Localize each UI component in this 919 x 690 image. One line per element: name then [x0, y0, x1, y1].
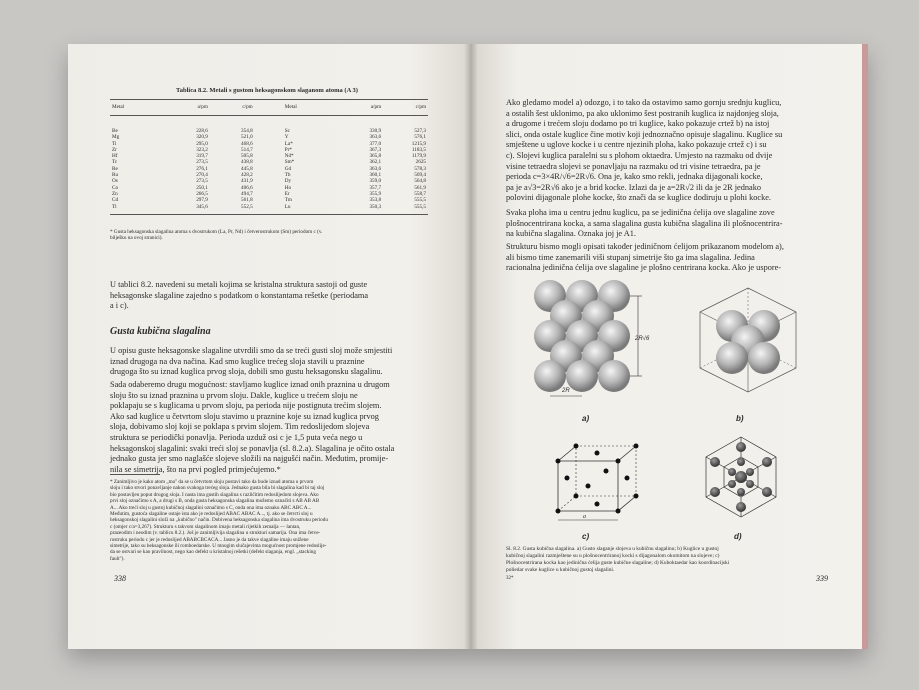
text-line: drugoga što su iznad kuglica prvog sloja, dobili smo gustu heksagonsku slagalinu. [110, 367, 383, 377]
table-cell: 555,5 [414, 203, 426, 210]
caption-line: Sl. 8.2. Gusta kubična slagalina. a) Gusto slaganje slojeva u kubičnu slagalinu; b) Kuglice u gustoj [506, 546, 719, 552]
text-line: c). Slojevi kuglica paralelni su s plohom oktaedra. Umjesto na razmaku od dvije [506, 150, 773, 160]
paragraph [110, 380, 428, 475]
table-cell: 350,3 [369, 203, 382, 210]
footnote-line: Međutim, gustoća slagaline ostaje ista ako je redoslijed ABAC ABAC A..., tj. ako se četvrti sloj u [110, 511, 313, 518]
table-cell: Ru [112, 172, 119, 179]
table-cell: 558,7 [414, 190, 426, 197]
footnote-line: * Zanimljivo je kako atom „ma" da se u četvrtom sloju postavi tako da bude iznad atoma u prvom [110, 479, 314, 485]
text-line: sloju što su iznad praznina u prvom sloju. Dakle, kuglice u trećem sloju ne [110, 390, 358, 400]
dimension-label: 2R√6 [635, 336, 650, 342]
text-line: na kubična slagalina. Oznaka joj je A1. [506, 229, 636, 239]
text-line: a i c). [110, 301, 129, 311]
page-number: 338 [114, 574, 126, 583]
table-cell: 363,6 [369, 134, 382, 141]
table-cell: 428,2 [241, 172, 253, 179]
table-cell: Re [112, 165, 118, 172]
text-line: a ostalih šest uklonimo, pa ako uklonimo šest postranih kuglica iz najdonjeg sloja, [506, 108, 779, 118]
text-line: Strukturu bismo mogli opisati također jediničnom ćelijom prikazanom modelom a), [506, 242, 784, 251]
table-cell: 438,8 [241, 159, 253, 166]
footnote-line: * Gusta heksagonska slagalina atoma s dvostrukom (La, Pr, Nd) i četverostrukom (Sm) periodom c (v. [110, 229, 323, 235]
text-line: poklapaju se s kuglicama u prvom sloju, pa perioda nije postignuta trećim slojem. [110, 401, 382, 411]
figure-a-stacked-layers [530, 276, 650, 406]
table-cell: Sc [284, 128, 290, 134]
table-cell: 445,8 [241, 165, 253, 172]
text-line: smještene u uglove kocke i u centre njezinih ploha, kako pokazuje crtež c) i su [506, 140, 767, 150]
table-cell: 576,1 [414, 134, 426, 141]
table-cell: 552,5 [241, 203, 253, 210]
footnote-line: heksagonskoj slagalini složi na „kubično" način. Dobivena heksagonska slagalina ima dvostruku periodu [110, 517, 328, 524]
table-cell: Be [112, 128, 118, 134]
table-cell: Os [112, 178, 118, 185]
table-cell: 527,3 [414, 128, 426, 134]
table-cell: 320,9 [196, 134, 208, 141]
table-cell: 363,6 [369, 165, 382, 172]
table-caption: Tablica 8.2. Metali s gustom heksagonskom slaganom atoma (A 3) [176, 87, 358, 94]
table-cell: Mg [112, 134, 120, 141]
table-cell: 578,3 [414, 165, 426, 172]
text-line: iznad drugoga na dva načina. Kad smo kuglice trećeg sloja stavili u praznine [110, 356, 365, 366]
table-cell: 569,4 [414, 172, 426, 179]
footnote-line: rostruku periodu c jer je redoslijed ABABCBCACA... Jasno je da takve slagaline imaju snižene [110, 536, 309, 543]
table-cell: 345,6 [196, 203, 208, 210]
signature-mark: 32* [506, 576, 514, 581]
table-bottom-rule [110, 214, 428, 215]
table-cell: 330,9 [369, 128, 382, 134]
table-cell: Gd [284, 165, 292, 172]
col-header: c/pm [242, 104, 253, 110]
intro-paragraph [110, 280, 428, 312]
col-header: a/pm [370, 104, 382, 110]
col-header: Metal [112, 104, 125, 110]
table-cell: 355,9 [369, 190, 382, 197]
footnote-line: prazeodim i neodim (v. tablicu 8.2.). Još je zanimljivija slagalina u strukturi samarija. Ona ima četve- [110, 530, 321, 537]
text-line: Ako gledamo model a) odozgo, i to tako da ostavimo samo gornju srednju kuglicu, [506, 98, 782, 107]
text-line: perioda c=3×4R/√6=2R√6. Ona je, kako smo rekli, jednaka dijagonali kocke, [506, 172, 763, 182]
table-cell: Nd* [284, 153, 294, 160]
table-cell: 494,7 [241, 190, 253, 197]
table-header [110, 104, 428, 110]
table-cell: Hf [112, 153, 118, 160]
text-line: pa je a√3=2R√6 ako je a brid kocke. Izlazi da je a=2R√2 ili da je 2R jednako [506, 182, 762, 192]
sphere-stack [534, 280, 630, 392]
caption-line: poliedar svake kuglice u kubičnoj gustoj slagalini. [506, 567, 615, 573]
figure-label-b: b) [736, 414, 744, 423]
footnote-line: prvi sloj označimo s A, a drugi s B, onda gusta heksagonska slagalina možemo označiti s AB AB AB [110, 498, 320, 505]
table-cell: La* [284, 140, 293, 147]
table-cell: 365,8 [369, 153, 382, 160]
table-cell: 323,2 [196, 146, 208, 153]
figure-label-d: d) [734, 532, 742, 541]
col-header: c/pm [415, 104, 426, 110]
text-line: Sada odaberemo drugu mogućnost: stavljamo kuglice iznad onih praznina u drugom [110, 380, 390, 389]
table-cell: Co [112, 184, 119, 191]
text-line: polovini dijagonale plohe kocke, što znači da se kuglice dodiruju u plohi kocke. [506, 193, 771, 203]
table-cell: 431,9 [241, 178, 253, 185]
table-header-rule [110, 115, 428, 116]
table-cell: 297,9 [196, 197, 208, 204]
text-line: Ako sad kuglice u četvrtom sloju stavimo u praznine koje su iznad kuglica prvog [110, 411, 379, 421]
footnote-line: c (omjer c/a=3,267). Strukturu s takvom slagalinom imaju metali rijetkih zemalja — lantan, [110, 523, 301, 530]
table-cell: Ho [284, 184, 292, 191]
table-cell: 319,7 [196, 153, 208, 160]
table-cell: 468,6 [241, 140, 253, 147]
open-book [68, 44, 868, 649]
table-cell: Ti [112, 140, 117, 147]
table-cell: 295,0 [196, 140, 208, 147]
left-page [68, 44, 470, 649]
table-footnote [110, 229, 428, 242]
text-line: U tablici 8.2. navedeni su metali kojima se kristalna struktura sastoji od guste [110, 280, 368, 289]
figure-label-a: a) [582, 414, 590, 423]
col-header: a/pm [197, 104, 208, 110]
table-cell: Tb [284, 172, 291, 179]
dimension-label: 2R [562, 388, 570, 394]
table-cell: 250,1 [196, 184, 208, 191]
table-cell: Lu [284, 203, 291, 210]
figure-caption [506, 546, 832, 574]
caption-line: kubičnoj slagalini razmještene su u plošnocentriranoj kocki s dijagonalom okomitom na slojeve; c) [506, 553, 720, 559]
text-line: heksagonske slagaline zajedno s podatkom o konstantama rešetke (periodama [110, 290, 369, 300]
paragraph [110, 346, 428, 378]
text-line: visine tetraedra slojevi se ponavljaju na razmaku od tri visine tetraedra, pa je [506, 161, 761, 171]
table-cell: Zn [112, 190, 118, 197]
table-cell: 270,4 [196, 172, 208, 179]
footnote-line: simetrije, tako su heksagonske ili romboedarske. U mnogim slučajevima mogućnost promjene redoslije- [110, 543, 327, 550]
footnote-rule [110, 474, 160, 475]
table-cell: 505,8 [241, 153, 253, 160]
figure-b-fcc-cube [688, 280, 808, 400]
figure-label-c: c) [582, 532, 590, 541]
text-line: Svaka ploha ima u centru jednu kuglicu, pa se jedinična ćelija ove slagaline zove [506, 208, 775, 217]
text-line: heksagonskoj slagalini: svaki treći sloj se ponavlja (sl. 8.2.a). Slagalina je očito ostala [110, 443, 395, 453]
text-line: jednako gusta jer smo naglašće slojeve složili na najgušći način. Međutim, promije- [110, 454, 389, 464]
right-page [470, 44, 868, 649]
col-header: Metal [284, 104, 297, 110]
table-cell: 406,6 [241, 184, 253, 191]
text-line: racionalna jedinična ćelija ove slagaline je plošno centrirana kocka. Ako je uspore- [506, 263, 782, 273]
table-cell: 273,5 [196, 178, 208, 185]
table-cell: 228,6 [196, 128, 208, 134]
footnote-line: A... Ako treći sloj u gustoj kubičnoj slagalini označimo s C, onda ona ima oznaku ABC ABC A... [110, 504, 312, 511]
text-line: ali bismo time zanemarili viši stupanj simetrije što ga ima slagalina. Jedina [506, 252, 755, 262]
metal-table [110, 128, 428, 210]
table-cell: 561,9 [414, 184, 426, 191]
table-cell: 354,8 [241, 128, 253, 134]
paragraph [506, 242, 832, 274]
page-edge [862, 44, 868, 649]
table-cell: 273,5 [196, 159, 208, 166]
text-line: struktura se periodički ponavlja. Perioda uzduž osi c je 1,5 puta veća nego u [110, 432, 363, 442]
footnote-line: bilješku na ovoj stranici). [110, 235, 163, 242]
table-cell: Tl [112, 203, 117, 210]
footnote [110, 479, 428, 562]
caption-line: Plošnocentrirana kocka kao jedinična ćelija guste kubične slagaline; d) Kuboktaedar kao koordinacijski [506, 560, 730, 566]
table-cell: Er [284, 190, 290, 197]
figure-d-cuboctahedron [696, 432, 786, 522]
table-cell: 357,7 [369, 184, 382, 191]
table-cell: 353,8 [369, 197, 382, 204]
table-cell: 561,8 [241, 197, 253, 204]
table-cell: Dy [284, 178, 292, 185]
table-cell: 1215,9 [411, 140, 426, 147]
page-number: 339 [816, 574, 828, 583]
text-line: plošnocentrirana kocka, a sama slagalina gusta kubična slagalina ili plošnocentrira- [506, 218, 783, 228]
paragraph [506, 98, 832, 204]
table-cell: Y [284, 134, 289, 141]
footnote-line: bio postavljen poput drugog sloja. I nasta ima gustih slagalina s različitim redoslijedom slojeva. Ako [110, 491, 319, 498]
table-cell: 514,7 [241, 146, 253, 153]
table-cell: Zr [112, 146, 117, 153]
table-cell: Pr* [284, 146, 292, 153]
table-cell: 555,5 [414, 197, 426, 204]
table-row [110, 204, 428, 210]
table-cell: 359,0 [369, 178, 382, 185]
text-line: slici, onda ostale kuglice čine motiv koji jednoznačno opisuje slagalinu. Kuglice su [506, 129, 783, 139]
table-cell: 2625 [415, 159, 426, 166]
paragraph [506, 208, 832, 240]
table-cell: 266,5 [196, 190, 208, 197]
table-cell: 360,1 [369, 172, 382, 179]
table-cell: 1179,9 [411, 153, 426, 160]
text-line: sloja, dobivamo sloj koji se poklapa s prvim slojem. Tim redoslijedom slojeva [110, 422, 370, 432]
table-cell: Tm [284, 197, 292, 204]
table-cell: 1183,5 [411, 146, 426, 153]
table-cell: Tc [112, 159, 118, 166]
footnote-line: sloju i tako stvori ponavljanje nakon svakoga trećeg sloja. Jednako gusta bila bi slagalina kad bi taj sloj [110, 485, 325, 492]
footnote-line: da se ostvari se kao pravilnost, nego kao defekt u kristalnoj rešetki (defekt slaganja, engl. „stacking [110, 549, 316, 556]
text-line: U opisu guste heksagonske slagaline utvrdili smo da se treći gusti sloj može smjestiti [110, 346, 393, 355]
table-cell: 377,0 [369, 140, 382, 147]
table-cell: Cd [112, 197, 119, 204]
dimension-label: a [583, 514, 586, 520]
text-line: a drugome i trećem sloju dodamo po tri kuglice, kako pokazuje crtež b) na istoj [506, 119, 770, 129]
table-cell: Sm* [284, 159, 295, 166]
section-heading: Gusta kubična slagalina [110, 326, 211, 337]
table-top-rule [110, 99, 428, 100]
table-cell: 564,8 [414, 178, 426, 185]
figure-c-unit-cell [548, 436, 648, 526]
book-spine [464, 44, 478, 649]
table-cell: 521,0 [241, 134, 253, 141]
text-line: nila se simetrija, što na prvi pogled primjećujemo.* [110, 464, 281, 474]
table-cell: 276,1 [196, 165, 208, 172]
table-cell: 362,1 [369, 159, 382, 166]
table-cell: 367,3 [369, 146, 382, 153]
footnote-line: fault"). [110, 555, 125, 562]
